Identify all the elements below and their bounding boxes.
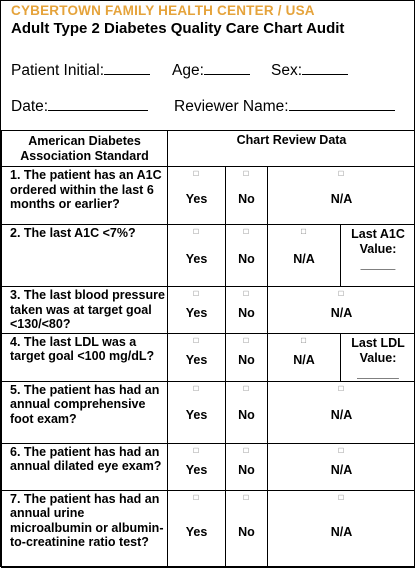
date-blank[interactable] [48,95,148,111]
checkbox-icon[interactable]: ☐ [243,290,250,298]
yes-option[interactable] [168,443,226,490]
no-label: No [226,457,267,477]
standard-text: 6. The patient has had an annual dilated eye exam? [2,443,168,490]
yes-option[interactable] [168,381,226,443]
audit-table [1,130,415,568]
reviewer-name-field[interactable] [174,95,395,116]
sex-field[interactable] [271,59,348,80]
no-label: No [226,186,267,206]
checkbox-icon[interactable]: ☐ [243,385,250,393]
last-a1c-value-field[interactable]: Last A1C Value: _____ [341,225,415,287]
yes-label: Yes [168,347,225,367]
checkbox-icon[interactable]: ☐ [338,290,345,298]
checkbox-icon[interactable]: ☐ [338,494,345,502]
checkbox-icon[interactable]: ☐ [193,290,200,298]
no-option[interactable] [226,167,268,225]
standard-text: 1. The patient has an A1C ordered within the last 6 months or earlier? [2,167,168,225]
table-row [2,443,415,490]
na-label: N/A [268,457,415,477]
standard-text: 4. The last LDL was a target goal <100 mg/dL? [2,333,168,381]
yes-label: Yes [168,519,225,539]
na-option[interactable] [268,381,415,443]
checkbox-icon[interactable]: ☐ [193,337,200,345]
checkbox-icon[interactable]: ☐ [193,228,200,236]
no-option[interactable] [226,490,268,567]
table-header-row [2,131,415,167]
no-option[interactable] [226,225,268,287]
yes-option[interactable] [168,287,226,334]
na-option[interactable] [268,225,341,287]
na-option[interactable] [268,287,415,334]
checkbox-icon[interactable]: ☐ [338,170,345,178]
organization-name: CYBERTOWN FAMILY HEALTH CENTER / USA [11,3,315,18]
yes-label: Yes [168,186,225,206]
age-field[interactable] [172,59,250,80]
na-label: N/A [268,186,415,206]
reviewer-name-label: Reviewer Name: [174,98,289,115]
table-row [2,490,415,567]
yes-option[interactable] [168,333,226,381]
table-row [2,225,415,287]
yes-option[interactable] [168,490,226,567]
na-option[interactable] [268,333,341,381]
yes-label: Yes [168,402,225,422]
no-label: No [226,519,267,539]
no-label: No [226,246,267,266]
date-field[interactable] [11,95,148,116]
na-option[interactable] [268,167,415,225]
na-label: N/A [268,347,340,367]
age-blank[interactable] [204,59,250,75]
standard-text: 5. The patient has had an annual comprehensive foot exam? [2,381,168,443]
no-option[interactable] [226,381,268,443]
yes-option[interactable] [168,167,226,225]
checkbox-icon[interactable]: ☐ [338,447,345,455]
yes-option[interactable] [168,225,226,287]
no-option[interactable] [226,287,268,334]
table-row [2,287,415,334]
na-label: N/A [268,519,415,539]
no-label: No [226,347,267,367]
checkbox-icon[interactable]: ☐ [193,170,200,178]
checkbox-icon[interactable]: ☐ [338,385,345,393]
table-row [2,167,415,225]
checkbox-icon[interactable]: ☐ [300,337,307,345]
patient-initial-blank[interactable] [104,59,150,75]
checkbox-icon[interactable]: ☐ [243,447,250,455]
yes-label: Yes [168,300,225,320]
form-title: Adult Type 2 Diabetes Quality Care Chart Audit [11,20,344,37]
yes-label: Yes [168,457,225,477]
last-ldl-value-field[interactable]: Last LDL Value: ______ [341,333,415,381]
checkbox-icon[interactable]: ☐ [243,170,250,178]
age-label: Age: [172,62,204,79]
na-label: N/A [268,246,340,266]
yes-label: Yes [168,246,225,266]
no-option[interactable] [226,333,268,381]
no-option[interactable] [226,443,268,490]
reviewer-name-blank[interactable] [289,95,395,111]
table-row [2,333,415,381]
checkbox-icon[interactable]: ☐ [193,447,200,455]
no-label: No [226,300,267,320]
na-option[interactable] [268,443,415,490]
na-label: N/A [268,402,415,422]
checkbox-icon[interactable]: ☐ [193,494,200,502]
standard-text: 3. The last blood pressure taken was at target goal <130/<80? [2,287,168,334]
sex-label: Sex: [271,62,302,79]
na-option[interactable] [268,490,415,567]
no-label: No [226,402,267,422]
patient-initial-label: Patient Initial: [11,62,104,79]
standard-text: 7. The patient has had an annual urine microalbumin or albumin-to-creatinine ratio test? [2,490,168,567]
sex-blank[interactable] [302,59,348,75]
header-standard: American Diabetes Association Standard [2,131,168,167]
checkbox-icon[interactable]: ☐ [243,337,250,345]
date-label: Date: [11,98,48,115]
header-review-data: Chart Review Data [168,131,415,167]
standard-text: 2. The last A1C <7%? [2,225,168,287]
checkbox-icon[interactable]: ☐ [243,494,250,502]
table-row [2,381,415,443]
na-label: N/A [268,300,415,320]
checkbox-icon[interactable]: ☐ [300,228,307,236]
patient-initial-field[interactable] [11,59,150,80]
checkbox-icon[interactable]: ☐ [243,228,250,236]
checkbox-icon[interactable]: ☐ [193,385,200,393]
